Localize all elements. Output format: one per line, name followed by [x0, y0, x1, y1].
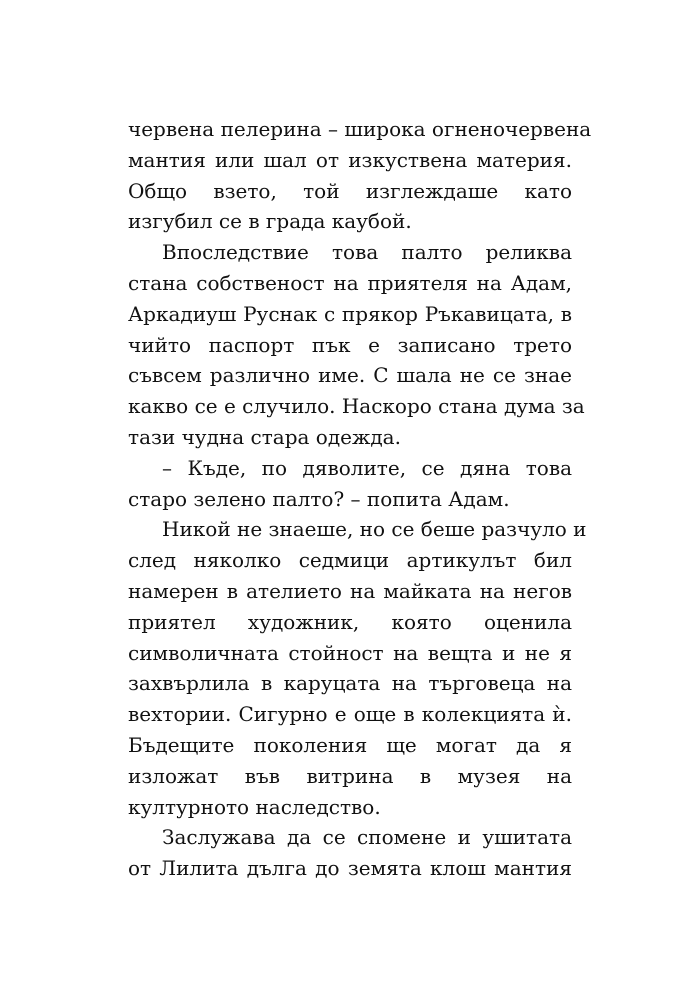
text-line: Никой не знаеше, но се беше разчуло и — [162, 517, 587, 542]
text-line: изгубил се в града каубой. — [128, 209, 412, 234]
paragraph-2 — [128, 237, 585, 453]
text-line: след няколко седмици артикулът бил — [128, 548, 572, 573]
paragraph-3 — [128, 453, 572, 515]
text-line: Впоследствие това палто реликва — [162, 240, 572, 265]
text-line: приятел художник, която оценила — [128, 609, 572, 634]
text-line: тази чудна стара одежда. — [128, 424, 401, 449]
text-line: изложат във витрина в музея на — [128, 763, 572, 788]
text-line: Общо взето, той изглеждаше като — [128, 178, 572, 203]
text-line: стана собственост на приятеля на Адам, — [128, 270, 572, 295]
text-line: Аркадиуш Руснак с прякор Ръкавицата, в — [128, 301, 572, 326]
text-line: съвсем различно име. С шала не се знае — [128, 363, 572, 388]
text-line: старо зелено палто? – попита Адам. — [128, 486, 510, 511]
paragraph-1 — [128, 114, 592, 237]
text-line: вехтории. Сигурно е още в колекцията ѝ. — [128, 702, 572, 727]
text-line: културното наследство. — [128, 794, 381, 819]
text-line: мантия или шал от изкуствена материя. — [128, 147, 572, 172]
text-line: Бъдещите поколения ще могат да я — [128, 732, 572, 757]
text-line: от Лилита дълга до земята клош мантия — [128, 856, 572, 881]
text-line: Заслужава да се спомене и ушитата — [162, 825, 572, 850]
paragraph-5 — [128, 822, 572, 884]
text-line: чийто паспорт пък е записано трето — [128, 332, 572, 357]
paragraph-4 — [128, 514, 587, 822]
text-line: намерен в ателието на майката на негов — [128, 578, 572, 603]
text-line: какво се е случило. Наскоро стана дума за — [128, 394, 585, 419]
text-line: захвърлила в каруцата на търговеца на — [128, 671, 572, 696]
text-line: червена пелерина – широка огненочервена — [128, 117, 592, 141]
text-line: – Къде, по дяволите, се дяна това — [162, 455, 572, 480]
text-line: символичната стойност на вещта и не я — [128, 640, 572, 665]
body-text — [128, 114, 592, 884]
